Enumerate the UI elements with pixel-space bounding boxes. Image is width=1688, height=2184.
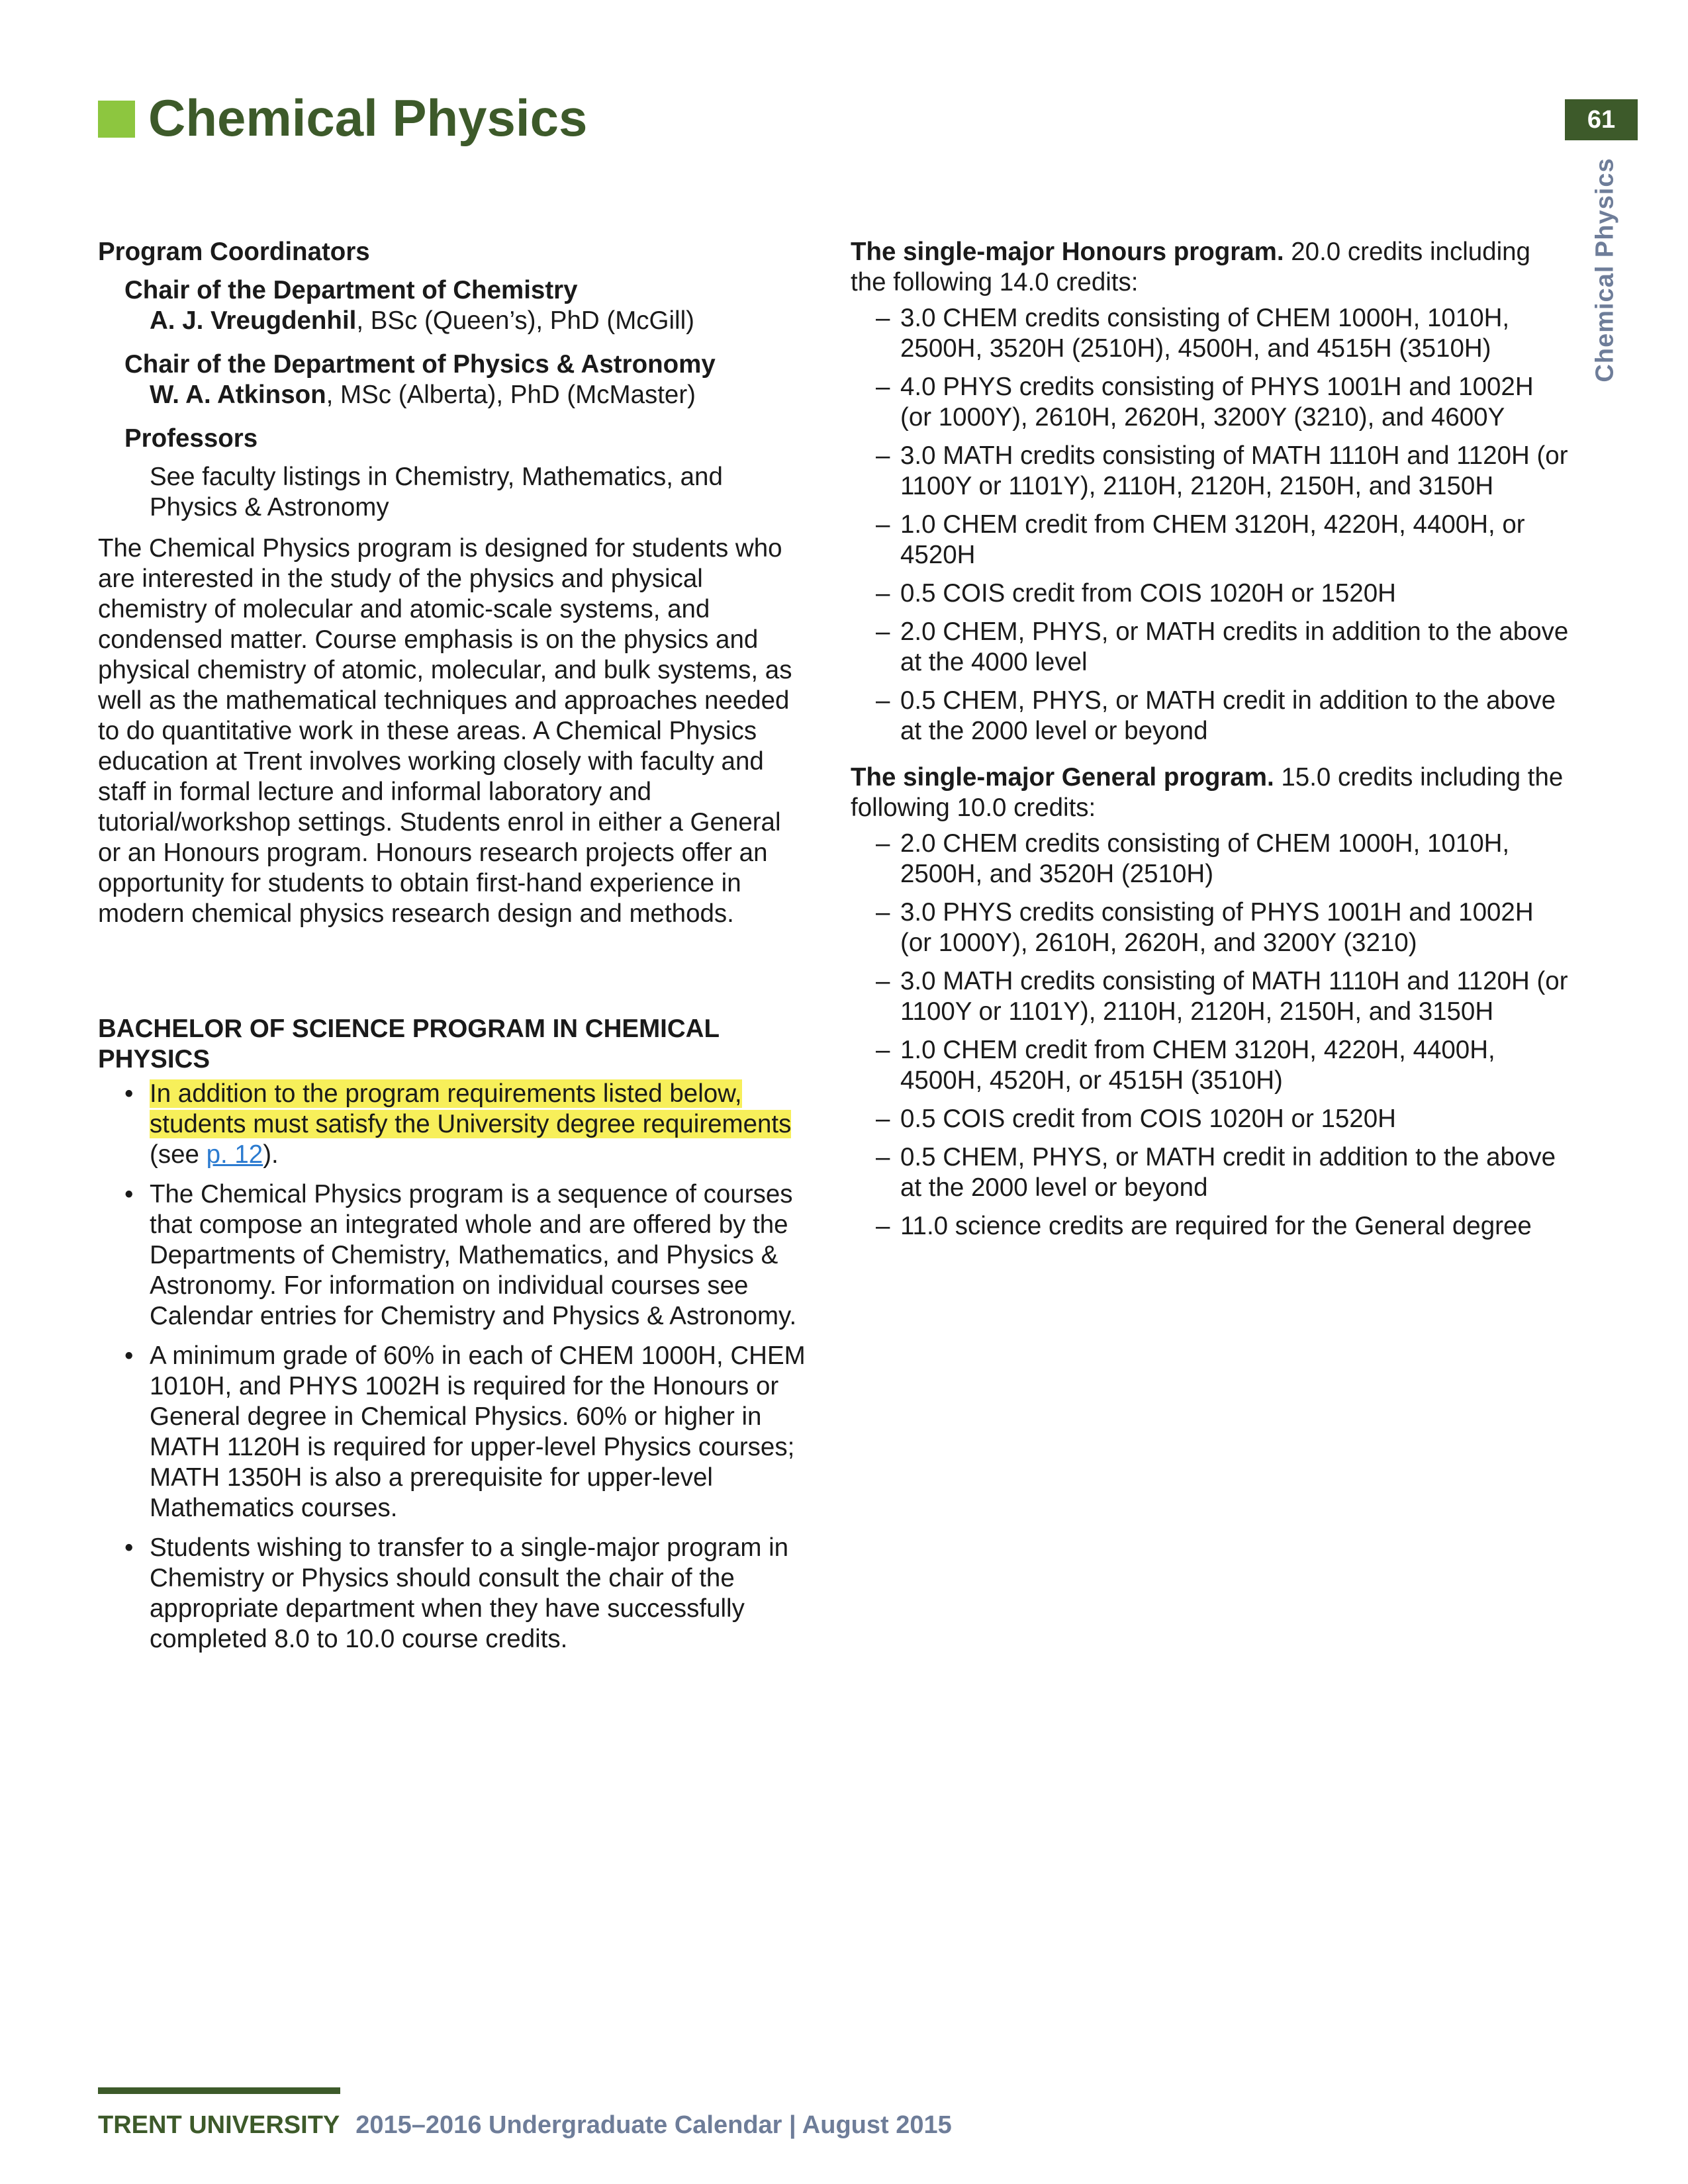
list-item <box>98 1533 806 1655</box>
list-item <box>98 1179 806 1332</box>
chem-chair-credentials: , BSc (Queen’s), PhD (McGill) <box>356 306 694 335</box>
requirement-text: 1.0 CHEM credit from CHEM 3120H, 4220H, 4400H, or 4520H <box>900 510 1525 569</box>
requirement-text: 0.5 COIS credit from COIS 1020H or 1520H <box>900 579 1396 608</box>
list-item <box>851 1035 1569 1096</box>
dash-mark: – <box>876 1143 890 1171</box>
coordinators-heading: Program Coordinators <box>98 238 370 266</box>
dash-mark: – <box>876 1212 890 1240</box>
dash-mark: – <box>876 304 890 332</box>
list-item <box>851 303 1569 364</box>
page-footer <box>98 2109 952 2142</box>
list-item <box>851 578 1569 609</box>
chem-chair-entry <box>98 306 806 336</box>
requirement-text: 3.0 MATH credits consisting of MATH 1110H and 1120H (or 1100Y or 1101Y), 2110H, 2120H, 2150H, and 3150H <box>900 441 1568 500</box>
list-item <box>851 966 1569 1027</box>
bullet-mark: • <box>124 1342 134 1370</box>
bsc-heading: BACHELOR OF SCIENCE PROGRAM IN CHEMICAL PHYSICS <box>98 1015 720 1073</box>
dash-mark: – <box>876 617 890 646</box>
bullet-mark: • <box>124 1079 134 1108</box>
requirement-text: 0.5 COIS credit from COIS 1020H or 1520H <box>900 1105 1396 1133</box>
list-item <box>98 1341 806 1524</box>
dash-mark: – <box>876 829 890 858</box>
dash-mark: – <box>876 686 890 715</box>
bsc-bullet-list <box>98 1079 806 1655</box>
phys-chair-name: W. A. Atkinson <box>150 381 326 409</box>
dash-mark: – <box>876 579 890 608</box>
see-text: (see <box>150 1140 207 1169</box>
page-number: 61 <box>1565 99 1638 140</box>
side-section-tab: Chemical Physics <box>1591 158 1619 383</box>
footer-calendar: 2015–2016 Undergraduate Calendar | August 2015 <box>355 2111 952 2139</box>
general-requirements-list <box>851 829 1569 1242</box>
program-intro: The Chemical Physics program is designed for students who are interested in the study of the physics and physical chemistry of molecular and atomic-scale systems, and condensed matter. Course emphasis is on the physics and physical chemistry of atomic, molecular, and bulk systems, as well as the mathematical techniques and approaches needed to do quantitative work in these areas. A Chemical Physics education at Trent involves working closely with faculty and staff in formal lecture and informal laboratory and tutorial/workshop settings. Students enrol in either a General or an Honours program. Honours research projects offer an opportunity for students to obtain first-hand experience in modern chemical physics research design and methods. <box>98 534 792 928</box>
highlighted-text: In addition to the program requirements listed below, students must satisfy the University degree requirements <box>150 1079 792 1138</box>
honours-credits: 20.0 credits including the following 14.0 credits: <box>851 238 1530 296</box>
bullet-text: Students wishing to transfer to a single-major program in Chemistry or Physics should consult the chair of the appropriate department when they have successfully completed 8.0 to 10.0 course credits. <box>150 1533 789 1653</box>
bullet-mark: • <box>124 1180 134 1208</box>
requirement-text: 3.0 CHEM credits consisting of CHEM 1000H, 1010H, 2500H, 3520H (2510H), 4500H, and 4515H (3510H) <box>900 304 1510 363</box>
title-accent-square <box>98 101 135 138</box>
bullet-text: A minimum grade of 60% in each of CHEM 1000H, CHEM 1010H, and PHYS 1002H is required for the Honours or General degree in Chemical Physics. 60% or higher in MATH 1120H is required for upper-level Physics courses; MATH 1350H is also a prerequisite for upper-level Mathematics courses. <box>150 1342 806 1522</box>
general-credits: 15.0 credits including the following 10.0 credits: <box>851 763 1564 822</box>
dash-mark: – <box>876 1036 890 1064</box>
dash-mark: – <box>876 510 890 539</box>
chem-chair-name: A. J. Vreugdenhil <box>150 306 357 335</box>
requirement-text: 11.0 science credits are required for the General degree <box>900 1212 1532 1240</box>
list-item <box>98 1079 806 1170</box>
list-item <box>851 441 1569 502</box>
list-item <box>851 897 1569 958</box>
list-item <box>851 372 1569 433</box>
bullet-text: The Chemical Physics program is a sequence of courses that compose an integrated whole and are offered by the Departments of Chemistry, Mathematics, and Physics & Astronomy. For information on individual courses see Calendar entries for Chemistry and Physics & Astronomy. <box>150 1180 797 1330</box>
footer-rule <box>98 2087 340 2094</box>
phys-chair-entry <box>98 380 806 410</box>
list-item <box>851 1142 1569 1203</box>
dash-mark: – <box>876 898 890 927</box>
list-item <box>851 1211 1569 1242</box>
professors-text: See faculty listings in Chemistry, Mathematics, and Physics & Astronomy <box>150 463 723 522</box>
page-title: Chemical Physics <box>148 89 588 147</box>
general-program-intro <box>851 762 1569 823</box>
phys-chair-title: Chair of the Department of Physics & Astronomy <box>124 350 716 379</box>
list-item <box>851 686 1569 747</box>
chem-chair-title: Chair of the Department of Chemistry <box>124 276 578 304</box>
list-item <box>851 829 1569 889</box>
dash-mark: – <box>876 1105 890 1133</box>
dash-mark: – <box>876 967 890 995</box>
dash-mark: – <box>876 441 890 470</box>
list-item <box>851 617 1569 678</box>
honours-heading: The single-major Honours program. <box>851 238 1284 266</box>
requirement-text: 3.0 PHYS credits consisting of PHYS 1001H and 1002H (or 1000Y), 2610H, 2620H, and 3200Y (3210) <box>900 898 1534 957</box>
right-column <box>851 237 1569 1250</box>
requirement-text: 4.0 PHYS credits consisting of PHYS 1001H and 1002H (or 1000Y), 2610H, 2620H, 3200Y (3210), and 4600Y <box>900 373 1534 432</box>
footer-university: TRENT UNIVERSITY <box>98 2111 340 2139</box>
general-heading: The single-major General program. <box>851 763 1274 792</box>
dash-mark: – <box>876 373 890 401</box>
professors-heading: Professors <box>124 424 258 453</box>
requirement-text: 0.5 CHEM, PHYS, or MATH credit in addition to the above at the 2000 level or beyond <box>900 1143 1556 1202</box>
requirement-text: 3.0 MATH credits consisting of MATH 1110H and 1120H (or 1100Y or 1101Y), 2110H, 2120H, 2150H, and 3150H <box>900 967 1568 1026</box>
requirement-text: 1.0 CHEM credit from CHEM 3120H, 4220H, 4400H, 4500H, 4520H, or 4515H (3510H) <box>900 1036 1495 1095</box>
requirement-text: 0.5 CHEM, PHYS, or MATH credit in addition to the above at the 2000 level or beyond <box>900 686 1556 745</box>
requirement-text: 2.0 CHEM credits consisting of CHEM 1000H, 1010H, 2500H, and 3520H (2510H) <box>900 829 1510 888</box>
phys-chair-credentials: , MSc (Alberta), PhD (McMaster) <box>326 381 696 409</box>
honours-program-intro <box>851 237 1569 298</box>
bullet-mark: • <box>124 1533 134 1562</box>
left-column <box>98 237 806 1664</box>
list-item <box>851 510 1569 570</box>
link-close-text: ). <box>263 1140 279 1169</box>
requirement-text: 2.0 CHEM, PHYS, or MATH credits in addition to the above at the 4000 level <box>900 617 1569 676</box>
page-12-link[interactable]: p. 12 <box>206 1140 263 1169</box>
honours-requirements-list <box>851 303 1569 747</box>
list-item <box>851 1104 1569 1134</box>
